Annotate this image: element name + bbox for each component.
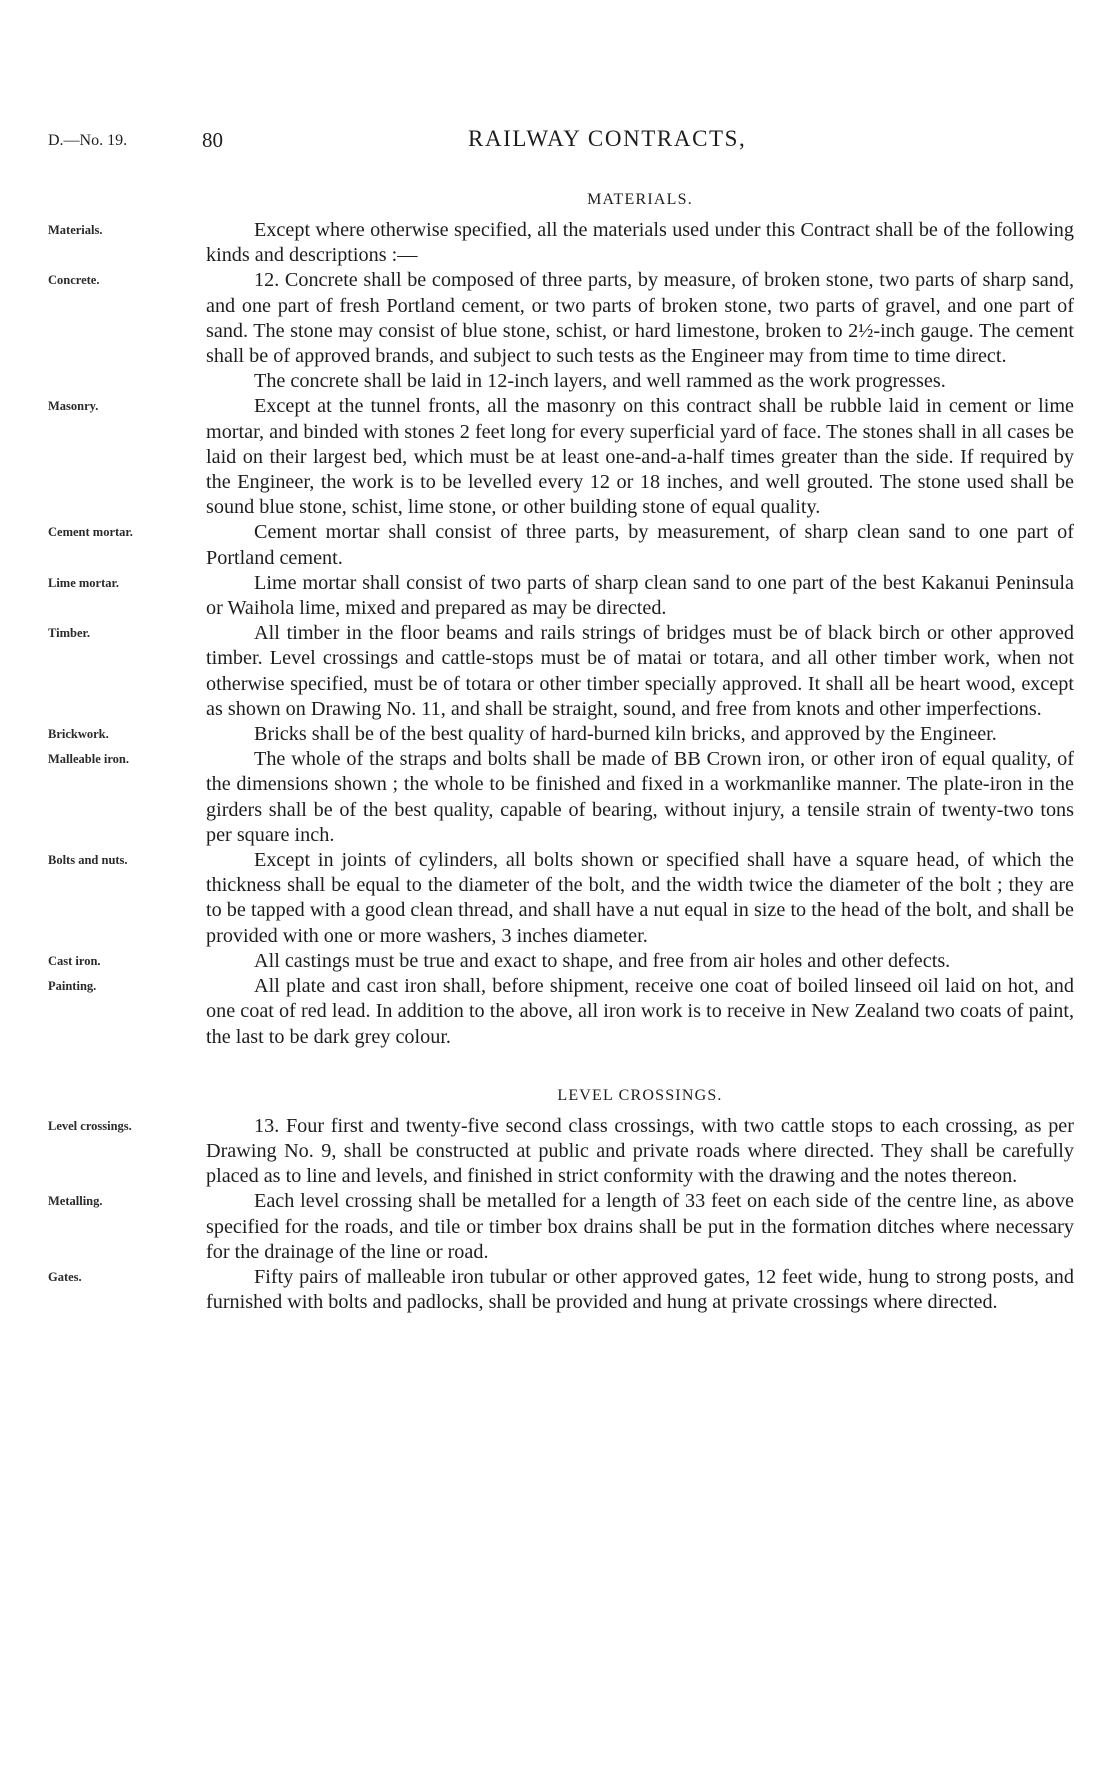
- paragraph-text: Cement mortar shall consist of three parts, by measurement, of sharp clean sand to one part of Portland cement.: [206, 521, 1074, 569]
- document-number: D.—No. 19.: [48, 132, 128, 149]
- page-header: [48, 126, 1078, 160]
- margin-note: Cast iron.: [48, 953, 101, 968]
- paragraph-bolts-and-nuts: [48, 848, 1074, 949]
- paragraph-text: Each level crossing shall be metalled for a length of 33 feet on each side of the centre line, as above specified for the roads, and tile or timber box drains shall be put in the formation ditches where necessary for the drainage of the line or road.: [206, 1190, 1074, 1263]
- paragraph-brickwork: [48, 722, 1074, 747]
- paragraph-text: Except at the tunnel fronts, all the masonry on this contract shall be rubble laid in cement or lime mortar, and binded with stones 2 feet long for every superficial yard of face. The stones shall in all cases be laid on their largest bed, which must be at least one-and-a-half times greater than the side. If required by the Engineer, the work is to be levelled every 12 or 18 inches, and well grouted. The stone used shall be sound blue stone, schist, lime stone, or other building stone of equal quality.: [206, 395, 1074, 519]
- paragraph-materials: [48, 218, 1074, 268]
- paragraph-metalling: [48, 1189, 1074, 1265]
- paragraph-concrete: [48, 268, 1074, 369]
- margin-note: Materials.: [48, 223, 103, 237]
- paragraph-text: 13. Four first and twenty-five second class crossings, with two cattle stops to each crossing, as per Drawing No. 9, shall be constructed at public and private roads where directed. They shall be carefully placed as to line and levels, and finished in strict conformity with the drawing and the notes thereon.: [206, 1114, 1074, 1188]
- margin-note: Painting.: [48, 979, 97, 994]
- section-heading-materials: MATERIALS.: [587, 191, 693, 208]
- paragraph-painting: [48, 974, 1074, 1050]
- margin-note: Level crossings.: [48, 1118, 132, 1133]
- paragraph-text: Except where otherwise specified, all the materials used under this Contract shall be of the following kinds and descriptions :—: [206, 219, 1074, 267]
- paragraph-text: Fifty pairs of malleable iron tubular or other approved gates, 12 feet wide, hung to strong posts, and furnished with bolts and padlocks, shall be provided and hung at private crossings where directed.: [206, 1265, 1074, 1314]
- margin-note: Masonry.: [48, 399, 99, 414]
- paragraph-text: 12. Concrete shall be composed of three parts, by measure, of broken stone, two parts of sharp sand, and one part of fresh Portland cement, or two parts of broken stone, two parts of gravel, and one part of sand. The stone may consist of blue stone, schist, or hard limestone, broken to 2½-inch gauge. The cement shall be of approved brands, and subject to such tests as the Engineer may from time to time direct.: [206, 269, 1074, 368]
- margin-note: Lime mortar.: [48, 575, 120, 590]
- paragraph-text: Lime mortar shall consist of two parts of sharp clean sand to one part of the best Kakanui Peninsula or Waihola lime, mixed and prepared as may be directed.: [206, 571, 1074, 620]
- paragraph-text: All plate and cast iron shall, before shipment, receive one coat of boiled linseed oil laid on hot, and one coat of red lead. In addition to the above, all iron work is to receive in New Zealand two coats of paint, the last to be dark grey colour.: [206, 975, 1074, 1048]
- margin-note: Cement mortar.: [48, 525, 133, 540]
- running-title: RAILWAY CONTRACTS,: [468, 126, 747, 151]
- paragraph-gates: [48, 1265, 1074, 1315]
- margin-note: Bolts and nuts.: [48, 853, 128, 868]
- paragraph-level-crossings: [48, 1114, 1074, 1190]
- margin-note: Malleable iron.: [48, 752, 130, 767]
- paragraph-text: All castings must be true and exact to shape, and free from air holes and other defects.: [254, 949, 951, 972]
- paragraph-text: Bricks shall be of the best quality of hard-burned kiln bricks, and approved by the Engineer.: [254, 723, 997, 746]
- margin-note: Gates.: [48, 1269, 82, 1284]
- margin-note: Concrete.: [48, 273, 100, 288]
- paragraph-text: All timber in the floor beams and rails strings of bridges must be of black birch or other approved timber. Level crossings and cattle-stops must be of matai or totara, and all other timber work, when not otherwise specified, must be of totara or other timber specially approved. It shall all be heart wood, except as shown on Drawing No. 11, and shall be straight, sound, and free from knots and other imperfections.: [206, 622, 1074, 720]
- margin-note: Timber.: [48, 626, 91, 641]
- paragraph-malleable-iron: [48, 747, 1074, 848]
- paragraph-text: The concrete shall be laid in 12-inch layers, and well rammed as the work progresses.: [254, 370, 946, 393]
- margin-note: Metalling.: [48, 1194, 103, 1209]
- section-spacer: [0, 1050, 1114, 1084]
- paragraph-cement-mortar: [48, 520, 1074, 570]
- paragraph-lime-mortar: [48, 571, 1074, 621]
- paragraph-text: Except in joints of cylinders, all bolts shown or specified shall have a square head, of which the thickness shall be equal to the diameter of the bolt, and the width twice the diameter of the bolt ; they are to be tapped with a good clean thread, and shall have a nut equal in size to the head of the bolt, and shall be provided with one or more washers, 3 inches diameter.: [206, 849, 1074, 947]
- paragraph-concrete-layers: [206, 369, 1074, 394]
- section-heading-level-crossings: LEVEL CROSSINGS.: [557, 1086, 723, 1104]
- paragraph-timber: [48, 621, 1074, 722]
- page-body: [0, 188, 1114, 1315]
- paragraph-text: The whole of the straps and bolts shall be made of BB Crown iron, or other iron of equal quality, of the dimensions shown ; the whole to be finished and fixed in a workmanlike manner. The plate-iron in the girders shall be of the best quality, capable of bearing, without injury, a tensile strain of twenty-two tons per square inch.: [206, 748, 1074, 846]
- paragraph-masonry: [48, 394, 1074, 520]
- margin-note: Brickwork.: [48, 727, 109, 742]
- paragraph-cast-iron: [48, 949, 1074, 974]
- page-number: 80: [202, 128, 223, 152]
